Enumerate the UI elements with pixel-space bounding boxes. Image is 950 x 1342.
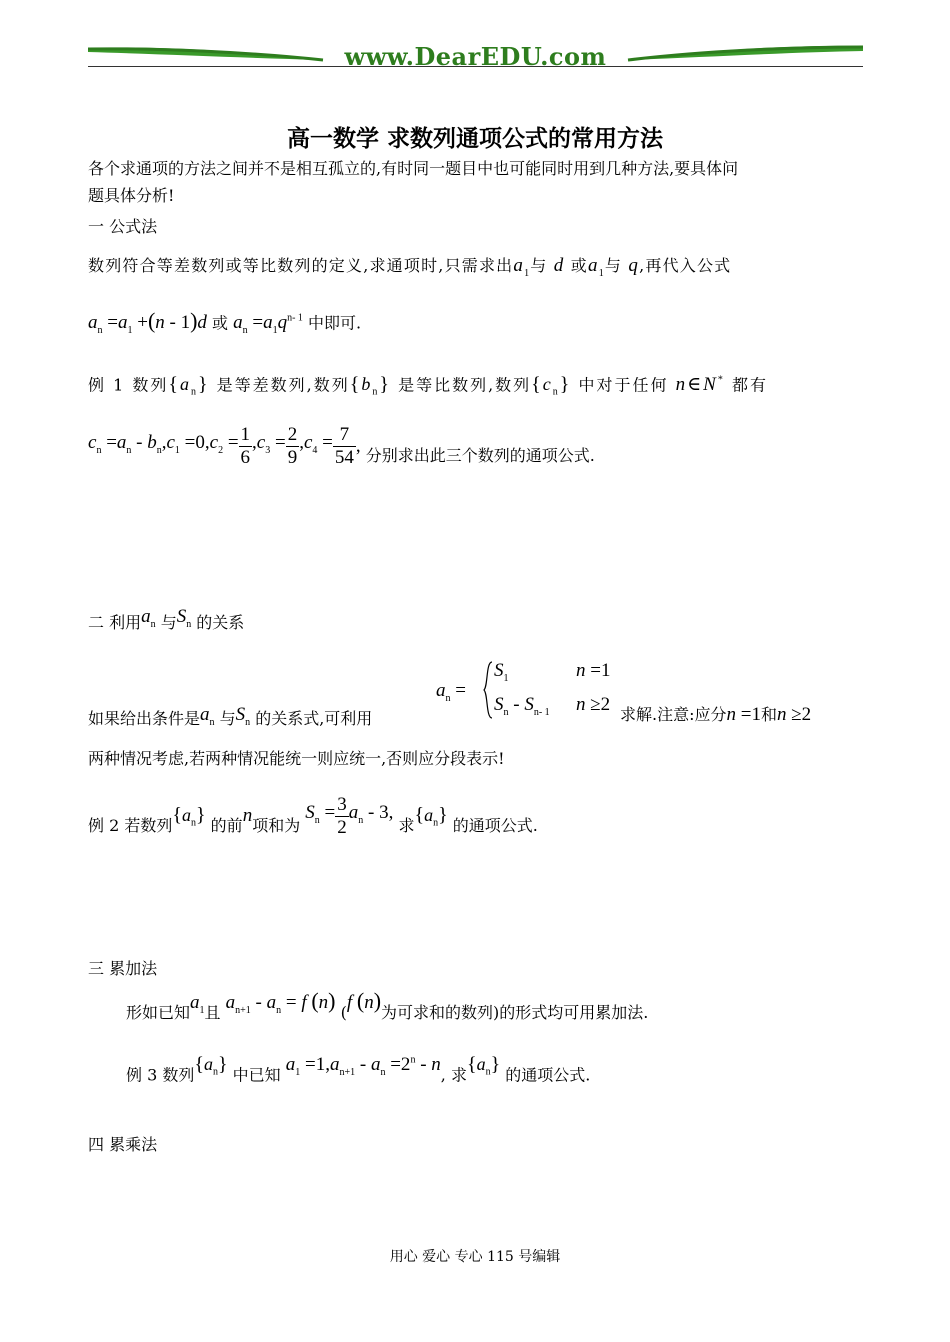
example-3: 例 3 数列$\{a_n\}$ 中已知 $a_1 =1,a_{n+1} - a_n =2^n - n$, 求$\{a_n\}$ 的通项公式. [126, 1053, 591, 1085]
example-2: 例 2 若数列$\{a_n\}$ 的前n项和为 $S_n$ = $\frac{3}{2}$ $a_n - 3$, 求$\{a_n\}$ 的通项公式. [88, 794, 538, 838]
piecewise-formula: $a_n$ = $S_1$ n =1 $S_n - S_{n- 1}$ n ≥2 [436, 660, 611, 718]
math-a1: $a_1$ [513, 255, 531, 279]
s1-paragraph-2: $a_n =a_1 +(n - 1)d$ 或 $a_n =a_1q^{n- 1}$ 中即可. [88, 308, 362, 337]
section-3-heading: 三 累加法 [88, 959, 158, 978]
section-2-heading: 二 利用$a_n$ 与$S_n$ 的关系 [88, 606, 245, 632]
logo-text: www.DearEDU.com [344, 42, 607, 71]
section-1-heading: 一 公式法 [88, 217, 158, 236]
s3-paragraph-1: 形如已知$a_1$且 $a_{n+1} - a_n = f$ (n) (f (n)为可求和的数列)的形式均可用累加法. [126, 988, 649, 1022]
example-1-line-1: 例 1 数列$\{a_n\}$ 是等差数列,数列$\{b_n\}$ 是等比数列,数列$\{c_n\}$ 中对于任何 n∈N* 都有 [88, 373, 768, 398]
page-title: 高一数学 求数列通项公式的常用方法 [286, 125, 663, 152]
s1-paragraph-1: 数列符合等差数列或等比数列的定义,求通项时,只需求出$a_1$与 d 或$a_1$与 q,再代入公式 [88, 255, 732, 279]
example-1-formula: $c_n =a_n - b_n,c_1 =0,c_2$ = [88, 431, 239, 456]
example-1-line-2: $c_n =a_n - b_n,c_1 =0,c_2$ = $\frac{1}{6}$ $,c_3$ = $\frac{2}{9}$ $,c_4$ = $\frac{7}{54}$ , 分别求出此三个数列的通项公式. [88, 424, 595, 468]
intro-line-1: 各个求通项的方法之间并不是相互孤立的,有时同一题目中也可能同时用到几种方法,要具体问 [88, 159, 739, 178]
math-q: q [628, 255, 640, 276]
math-d: d [553, 255, 565, 276]
s2-paragraph-2: 两种情况考虑,若两种情况能统一则应统一,否则应分段表示! [88, 749, 505, 768]
s2-paragraph-1: 如果给出条件是$a_n$ 与$S_n$ 的关系式,可利用 [88, 704, 373, 728]
header-rule [88, 66, 863, 67]
math-a1-b: $a_1$ [587, 255, 605, 279]
page-footer: 用心 爱心 专心 115 号编辑 [389, 1249, 561, 1265]
section-4-heading: 四 累乘法 [88, 1135, 158, 1154]
s2-paragraph-1-end: 求解.注意:应分n =1和n ≥2 [620, 704, 812, 725]
formula-arithmetic: $a_n =a_1 +(n - 1)d$ [88, 308, 207, 337]
intro-line-2: 题具体分析! [88, 186, 175, 205]
formula-geometric: $a_n =a_1q^{n- 1}$ [233, 312, 303, 337]
